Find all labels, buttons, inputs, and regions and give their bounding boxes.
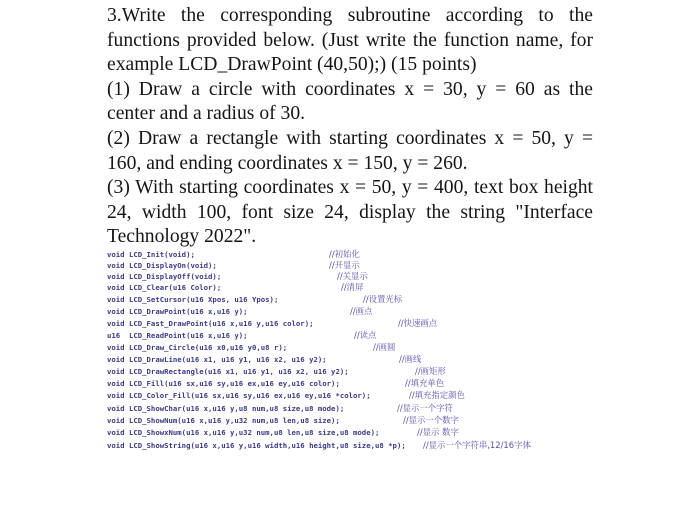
code-line: void LCD_DisplayOff(void); <box>107 272 222 281</box>
code-comment: //开显示 <box>329 260 360 270</box>
code-comment: //设置光标 <box>363 294 403 304</box>
code-line: void LCD_Init(void); <box>107 250 195 259</box>
code-line: void LCD_DrawPoint(u16 x,u16 y); <box>107 307 248 316</box>
code-comment: //填充指定颜色 <box>409 390 465 400</box>
code-comment: //初始化 <box>329 249 360 259</box>
code-line: void LCD_ShowChar(u16 x,u16 y,u8 num,u8 size,u8 mode); <box>107 404 345 413</box>
code-line: void LCD_Clear(u16 Color); <box>107 283 222 292</box>
code-comment: //显示一个数字 <box>403 415 459 425</box>
code-comment: //清屏 <box>341 282 364 292</box>
question-item-2: (2) Draw a rectangle with starting coordinates x = 50, y = 160, and ending coordinates x = 150, y = 260. <box>107 127 593 174</box>
code-comment: //读点 <box>354 330 377 340</box>
code-line: void LCD_ShowNum(u16 x,u16 y,u32 num,u8 len,u8 size); <box>107 416 340 425</box>
code-comment: //显示一个字符 <box>397 403 453 413</box>
code-comment: //显示 数字 <box>417 427 459 437</box>
code-line: void LCD_Fast_DrawPoint(u16 x,u16 y,u16 color); <box>107 319 314 328</box>
code-line: void LCD_Fill(u16 sx,u16 sy,u16 ex,u16 ey,u16 color); <box>107 379 340 388</box>
code-line: void LCD_DrawRectangle(u16 x1, u16 y1, u16 x2, u16 y2); <box>107 367 349 376</box>
question-item-1: (1) Draw a circle with coordinates x = 30, y = 60 as the center and a radius of 30. <box>107 78 593 125</box>
question-item-3: (3) With starting coordinates x = 50, y = 400, text box height 24, width 100, font size 24, display the string "Interface Technology 2022". <box>107 177 593 248</box>
code-line: void LCD_Color_Fill(u16 sx,u16 sy,u16 ex,u16 ey,u16 *color); <box>107 391 371 400</box>
code-line: void LCD_SetCursor(u16 Xpos, u16 Ypos); <box>107 295 279 304</box>
code-line: void LCD_Draw_Circle(u16 x0,u16 y0,u8 r); <box>107 343 288 352</box>
question-text <box>107 4 593 250</box>
code-comment: //画点 <box>350 306 373 316</box>
code-listing <box>107 250 607 470</box>
code-line: u16 LCD_ReadPoint(u16 x,u16 y); <box>107 331 248 340</box>
code-comment: //快速画点 <box>398 318 438 328</box>
code-comment: //关显示 <box>337 271 368 281</box>
code-comment: //显示一个字符串,12/16字体 <box>423 440 531 450</box>
code-line: void LCD_ShowString(u16 x,u16 y,u16 width,u16 height,u8 size,u8 *p); <box>107 441 406 450</box>
code-line: void LCD_DrawLine(u16 x1, u16 y1, u16 x2, u16 y2); <box>107 355 327 364</box>
code-comment: //画矩形 <box>415 366 446 376</box>
code-line: void LCD_DisplayOn(void); <box>107 261 217 270</box>
question-intro: 3.Write the corresponding subroutine according to the functions provided below. (Just write the function name, for example LCD_DrawPoint (40,50);) (15 points) <box>107 5 593 76</box>
code-comment: //画线 <box>399 354 422 364</box>
code-comment: //画圆 <box>373 342 396 352</box>
code-comment: //填充单色 <box>405 378 445 388</box>
code-line: void LCD_ShowxNum(u16 x,u16 y,u32 num,u8 len,u8 size,u8 mode); <box>107 428 380 437</box>
